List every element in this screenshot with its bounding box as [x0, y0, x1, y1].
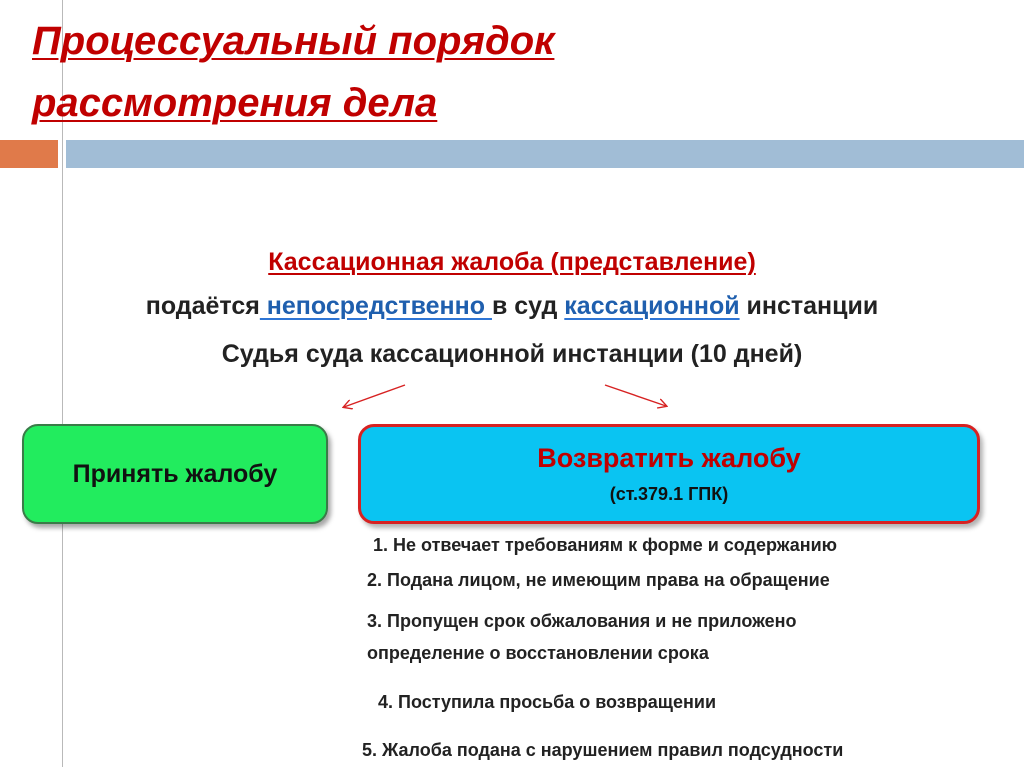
return-complaint-box	[358, 424, 980, 524]
filed-suffix: инстанции	[746, 292, 879, 320]
reason-item-1: 1. Не отвечает требованиям к форме и содержанию	[373, 535, 838, 555]
judge-line: Судья суда кассационной инстанции (10 дней)	[221, 340, 803, 368]
filed-direct: непосредственно	[259, 292, 492, 320]
reason-item-3a: 3. Пропущен срок обжалования и не приложено	[367, 611, 797, 631]
title-line-2: рассмотрения дела	[32, 81, 438, 125]
filed-cassation: кассационной	[564, 292, 740, 320]
reason-item-4: 4. Поступила просьба о возвращении	[378, 692, 717, 712]
complaint-heading-text: Кассационная жалоба (представление)	[268, 248, 756, 276]
title-line-1: Процессуальный порядок	[32, 19, 555, 63]
arrow-right	[605, 385, 666, 406]
accept-complaint-label: Принять жалобу	[72, 459, 278, 488]
return-complaint-reference: (ст.379.1 ГПК)	[609, 484, 729, 504]
return-complaint-label: Возвратить жалобу	[537, 443, 801, 473]
accept-complaint-box	[22, 424, 328, 524]
filed-prefix: подаётся	[145, 292, 260, 320]
filed-mid: в суд	[491, 292, 558, 320]
arrow-left	[344, 385, 405, 407]
reason-item-2: 2. Подана лицом, не имеющим права на обращение	[367, 570, 830, 590]
reason-item-3b: определение о восстановлении срока	[367, 643, 709, 663]
reason-item-5: 5. Жалоба подана с нарушением правил подсудности	[362, 740, 844, 760]
